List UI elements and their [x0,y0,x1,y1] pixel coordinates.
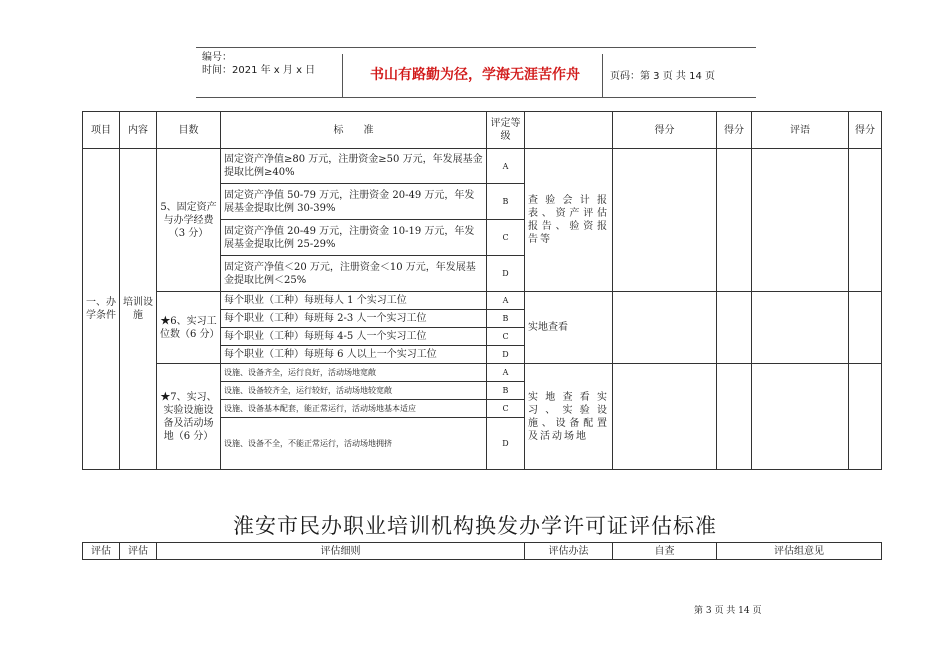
grade-cell: D [487,346,525,364]
time-label: 时间：2021 年 x 月 x 日 [202,65,316,76]
method-cell: 实地查看实习、实验设施、设备配置及活动场地 [525,364,613,470]
grade-cell: C [487,400,525,418]
standard-cell: 设施、设备较齐全，运行较好，活动场地较宽敞 [221,382,487,400]
col-header-entry: 目数 [157,112,221,149]
table-row [83,292,882,310]
score-cell [849,149,882,292]
grade-cell: B [487,382,525,400]
col-header: 评估细则 [157,543,525,560]
category-cell: 一、办学条件 [83,149,120,470]
method-cell: 实地查看 [525,292,613,364]
score-cell [613,364,717,470]
grade-cell: A [487,364,525,382]
col-header: 评估 [120,543,157,560]
grade-cell: B [487,184,525,220]
col-header-score: 得分 [613,112,717,149]
grade-cell: D [487,418,525,470]
doc-number-label: 编号： [202,52,232,63]
score-cell [717,364,752,470]
standard-cell: 固定资产净值 20-49 万元，注册资金 10-19 万元，年发展基金提取比例 25-29% [221,220,487,256]
standard-cell: 每个职业（工种）每班每 6 人以上一个实习工位 [221,346,487,364]
header-divider [342,54,343,97]
page-header [196,47,756,98]
entry-label: ★6、实习工位数（6 分） [157,292,221,364]
table-header-row [83,543,882,560]
grade-cell: A [487,149,525,184]
col-header-grade: 评定等级 [487,112,525,149]
col-header-score-3: 得分 [849,112,882,149]
second-table-header [82,542,882,560]
table-row [83,364,882,382]
col-header: 评估办法 [525,543,613,560]
standard-cell: 每个职业（工种）每班每人 1 个实习工位 [221,292,487,310]
col-header-method [525,112,613,149]
standard-cell: 固定资产净值 50-79 万元，注册资金 20-49 万元，年发展基金提取比例 30-39% [221,184,487,220]
score-cell [613,292,717,364]
page-footer: 第 3 页 共 14 页 [694,606,762,616]
grade-cell: D [487,256,525,292]
document-title: 淮安市民办职业培训机构换发办学许可证评估标准 [233,514,717,538]
score-cell [849,364,882,470]
table-header-row [83,112,882,149]
col-header: 评估组意见 [717,543,882,560]
table-row [83,149,882,184]
header-page-code: 页码：第 3 页 共 14 页 [610,71,715,82]
col-header-content: 内容 [120,112,157,149]
score-cell [717,149,752,292]
grade-cell: A [487,292,525,310]
header-divider [602,54,603,97]
header-motto: 书山有路勤为径，学海无涯苦作舟 [370,67,580,83]
method-cell: 查验会计报表、资产评估报告、验资报告等 [525,149,613,292]
comment-cell [752,292,849,364]
col-header-comment: 评语 [752,112,849,149]
standard-cell: 设施、设备基本配套，能正常运行，活动场地基本适应 [221,400,487,418]
col-header-standard: 标 准 [221,112,487,149]
standard-cell: 固定资产净值≥80 万元，注册资金≥50 万元，年发展基金提取比例≥40% [221,149,487,184]
col-header: 评估 [83,543,120,560]
subcategory-cell: 培训设施 [120,149,157,470]
entry-label: 5、固定资产与办学经费（3 分） [157,149,221,292]
standard-cell: 固定资产净值＜20 万元，注册资金＜10 万元，年发展基金提取比例＜25% [221,256,487,292]
col-header-score-2: 得分 [717,112,752,149]
entry-label: ★7、实习、实验设施设备及活动场地（6 分） [157,364,221,470]
grade-cell: B [487,310,525,328]
col-header-item: 项目 [83,112,120,149]
evaluation-table [82,111,882,470]
col-header: 自查 [613,543,717,560]
standard-cell: 每个职业（工种）每班每 2-3 人一个实习工位 [221,310,487,328]
comment-cell [752,364,849,470]
grade-cell: C [487,220,525,256]
score-cell [849,292,882,364]
header-meta [202,51,315,77]
standard-cell: 设施、设备不全，不能正常运行，活动场地拥挤 [221,418,487,470]
standard-cell: 设施、设备齐全，运行良好，活动场地宽敞 [221,364,487,382]
score-cell [717,292,752,364]
comment-cell [752,149,849,292]
standard-cell: 每个职业（工种）每班每 4-5 人一个实习工位 [221,328,487,346]
grade-cell: C [487,328,525,346]
score-cell [613,149,717,292]
